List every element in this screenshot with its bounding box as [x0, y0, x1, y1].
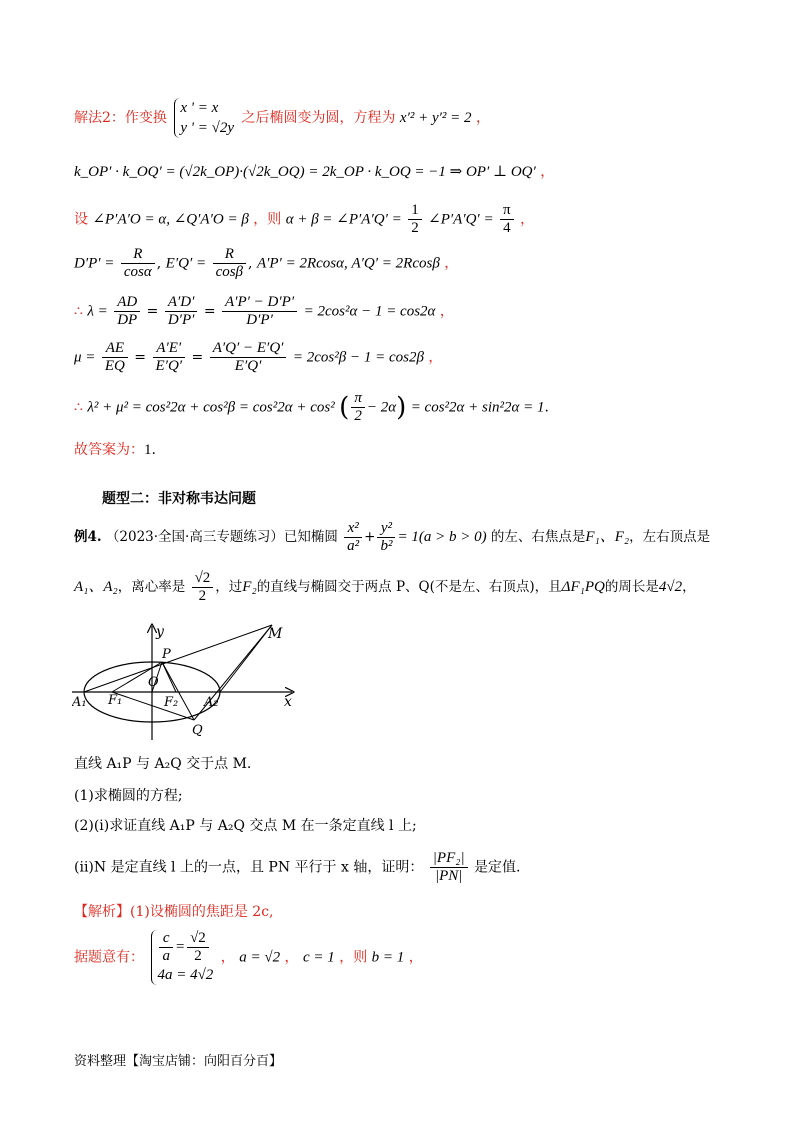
- label-P: P: [162, 647, 171, 662]
- lambda-line: ∴ λ = $\frac{AD}{DP}$ = $\frac{A'D'}{D'P'}$ = $\frac{A'P' - D'P'}{D'P'}$ = 2cos²α − 1 = cos2α ，: [74, 294, 454, 328]
- sum-line: ∴ λ² + μ² = cos²2α + cos²β = cos²2α + cos² ( $\frac{\pi}{2}$ − 2α) = cos²2α + sin²2α = 1.: [74, 390, 549, 424]
- question-2: (2)(i)求证直线 A₁P 与 A₂Q 交点 M 在一条定直线 l 上;: [74, 818, 417, 834]
- answer-line: 故答案为：1.: [74, 442, 156, 458]
- ellipse-figure: [72, 622, 312, 742]
- label-F2: F₂: [164, 695, 179, 710]
- solution-line: 【解析】(1)设椭圆的焦距是 2c,: [74, 904, 274, 920]
- example-line-2: A₁、A₂，离心率是 $\frac{√2}{2}$ ，过F₂的直线与椭圆交于两点 P、Q(不是左、右顶点)，且ΔF₁PQ的周长是4√2，: [74, 570, 696, 604]
- label-A2: A₂: [204, 695, 219, 710]
- answer-value: 1: [144, 442, 152, 458]
- line-a1-m: [84, 625, 272, 692]
- solution-label: 【解析】: [74, 904, 130, 920]
- method2-label: 解法2：作变换: [74, 110, 167, 126]
- line-f2-p: [162, 662, 176, 692]
- transform-system: x ' = x y ' = √2y: [174, 98, 234, 138]
- label-x: x: [284, 694, 292, 710]
- page-footer: 资料整理【淘宝店铺：向阳百分百】: [74, 1054, 283, 1069]
- section-title: 题型二：非对称韦达问题: [102, 491, 256, 507]
- method2-after: 之后椭圆变为圆，方程为: [241, 110, 396, 126]
- after-figure-line: 直线 A₁P 与 A₂Q 交于点 M.: [74, 756, 252, 772]
- label-M: M: [268, 626, 283, 642]
- angle-line: 设 ∠P′A′O = α, ∠Q′A′O = β ，则 α + β = ∠P′A′Q′ = $\frac{1}{2}$ ∠P′A′Q′ = $\frac{\pi}{4}$ ，: [74, 202, 535, 236]
- line-p-q: [162, 662, 194, 720]
- label-y: y: [156, 624, 164, 640]
- label-O: O: [148, 675, 159, 690]
- question-3: (ii)N 是定直线 l 上的一点，且 PN 平行于 x 轴，证明： $\frac{\text{|PF₂|}}{|PN|}$ 是定值.: [74, 850, 521, 884]
- system-line: 据题意有： $\frac{c}{a}$ = $\frac{√2}{2}$ 4a = 4√2 ， a = √2 ， c = 1 ，则 b = 1 ，: [74, 930, 423, 983]
- slope-line: k_OP′ · k_OQ′ = (√2k_OP)·(√2k_OQ) = 2k_OP · k_OQ = −1 ⇒ OP′ ⊥ OQ′ ，: [74, 164, 555, 180]
- example-line-1: 例4. （2023·全国·高三专题练习）已知椭圆 $\frac{\text{x²}}{\text{a²}}$ + $\frac{\text{y²}}{\text{b²}}$ = 1(a > b > 0) 的左、右焦点是F₁、F₂，左右顶点是: [74, 520, 711, 554]
- label-Q: Q: [192, 723, 203, 738]
- line-f1-q: [112, 692, 194, 720]
- question-1: (1)求椭圆的方程;: [74, 788, 183, 804]
- circle-equation: x′² + y′² = 2: [399, 110, 472, 126]
- lengths-line: D′P′ = $\frac{R}{\cos\alpha}$ , E′Q′ = $\frac{R}{\cos\beta}$ , A′P′ = 2Rcosα, A′Q′ = 2Rcosβ ，: [74, 246, 459, 280]
- label-F1: F₁: [108, 693, 123, 708]
- pi-quarter-fraction: $\frac{\pi}{4}$: [500, 202, 514, 237]
- mu-line: μ = $\frac{AE}{EQ}$ = $\frac{A'E'}{E'Q'}$ = $\frac{A'Q' - E'Q'}{E'Q'}$ = 2cos²β − 1 = cos2β ，: [74, 340, 443, 374]
- label-A1: A₁: [72, 695, 87, 710]
- slope-formula: k_OP′ · k_OQ′ = (√2k_OP)·(√2k_OQ) = 2k_OP · k_OQ = −1 ⇒ OP′ ⊥ OQ′: [74, 164, 536, 180]
- half-fraction: $\frac{1}{2}$: [408, 202, 422, 237]
- method2-line: 解法2：作变换 x ' = x y ' = √2y 之后椭圆变为圆，方程为 x′² + y′² = 2 ，: [74, 100, 490, 136]
- conditions-system: $\frac{c}{a}$ = $\frac{√2}{2}$ 4a = 4√2: [151, 930, 213, 985]
